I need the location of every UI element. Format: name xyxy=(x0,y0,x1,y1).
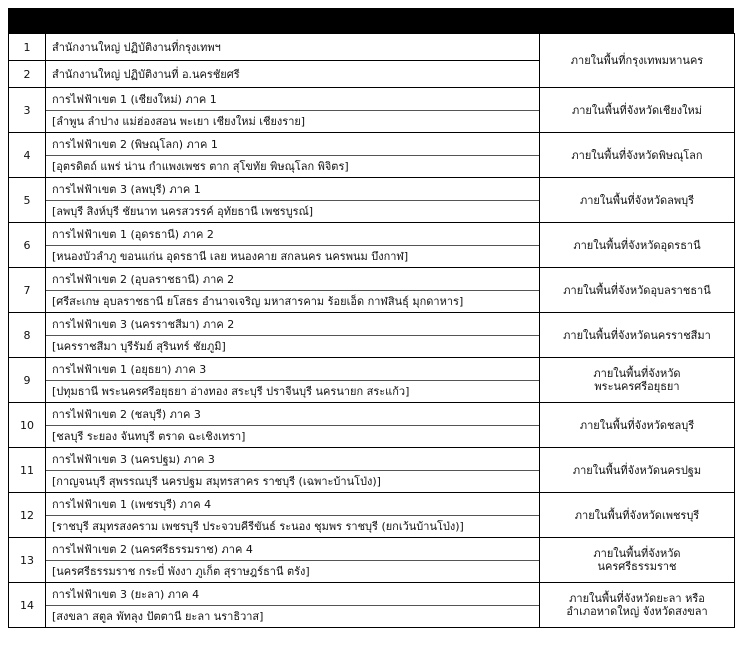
office-cell xyxy=(46,133,540,178)
office-cell xyxy=(46,583,540,628)
table-row xyxy=(9,133,735,178)
table-row xyxy=(9,268,735,313)
service-area: ภายในพื้นที่จังหวัดนครปฐม xyxy=(540,448,735,493)
office-area-table xyxy=(8,33,735,628)
office-name: การไฟฟ้าเขต 3 (นครราชสีมา) ภาค 2 xyxy=(46,314,539,336)
row-number: 13 xyxy=(9,538,46,583)
province-list: [กาญจนบุรี สุพรรณบุรี นครปฐม สมุทรสาคร ราชบุรี (เฉพาะบ้านโป่ง)] xyxy=(52,474,381,488)
office-name: การไฟฟ้าเขต 1 (เชียงใหม่) ภาค 1 xyxy=(46,89,539,111)
office-cell xyxy=(46,448,540,493)
service-area: ภายในพื้นที่จังหวัดยะลา หรือ อำเภอหาดใหญ่ จังหวัดสงขลา xyxy=(540,583,735,628)
province-list: [นครราชสีมา บุรีรัมย์ สุรินทร์ ชัยภูมิ] xyxy=(52,339,226,353)
row-number: 3 xyxy=(9,88,46,133)
province-list: [ราชบุรี สมุทรสงคราม เพชรบุรี ประจวบคีรีขันธ์ ระนอง ชุมพร ราชบุรี (ยกเว้นบ้านโป่ง)] xyxy=(52,519,464,533)
office-name: การไฟฟ้าเขต 1 (อยุธยา) ภาค 3 xyxy=(46,359,539,381)
service-area: ภายในพื้นที่จังหวัดลพบุรี xyxy=(540,178,735,223)
row-number: 11 xyxy=(9,448,46,493)
province-list: [ปทุมธานี พระนครศรีอยุธยา อ่างทอง สระบุรี ปราจีนบุรี นครนายก สระแก้ว] xyxy=(52,384,410,398)
office-cell xyxy=(46,493,540,538)
province-list: [ลพบุรี สิงห์บุรี ชัยนาท นครสวรรค์ อุทัยธานี เพชรบูรณ์] xyxy=(52,204,314,218)
table-row xyxy=(9,223,735,268)
office-cell xyxy=(46,358,540,403)
office-cell xyxy=(46,88,540,133)
table-header-bar xyxy=(8,8,734,33)
office-name: การไฟฟ้าเขต 2 (พิษณุโลก) ภาค 1 xyxy=(46,134,539,156)
table-row xyxy=(9,448,735,493)
row-number: 5 xyxy=(9,178,46,223)
table-row xyxy=(9,178,735,223)
table-row xyxy=(9,313,735,358)
office-name: การไฟฟ้าเขต 1 (เพชรบุรี) ภาค 4 xyxy=(46,494,539,516)
province-list: [ชลบุรี ระยอง จันทบุรี ตราด ฉะเชิงเทรา] xyxy=(52,429,246,443)
table-row xyxy=(9,493,735,538)
service-area: ภายในพื้นที่จังหวัดเพชรบุรี xyxy=(540,493,735,538)
row-number: 2 xyxy=(9,61,46,88)
office-cell xyxy=(46,61,540,88)
service-area: ภายในพื้นที่จังหวัดอุดรธานี xyxy=(540,223,735,268)
row-number: 8 xyxy=(9,313,46,358)
province-list: [ศรีสะเกษ อุบลราชธานี ยโสธร อำนาจเจริญ มหาสารคาม ร้อยเอ็ด กาฬสินธุ์ มุกดาหาร] xyxy=(52,294,464,308)
row-number: 10 xyxy=(9,403,46,448)
office-name: การไฟฟ้าเขต 3 (นครปฐม) ภาค 3 xyxy=(46,449,539,471)
row-number: 12 xyxy=(9,493,46,538)
row-number: 9 xyxy=(9,358,46,403)
table-row xyxy=(9,538,735,583)
province-list: [อุตรดิตถ์ แพร่ น่าน กำแพงเพชร ตาก สุโขทัย พิษณุโลก พิจิตร] xyxy=(52,159,349,173)
row-number: 14 xyxy=(9,583,46,628)
office-name: การไฟฟ้าเขต 3 (ลพบุรี) ภาค 1 xyxy=(46,179,539,201)
province-list: [ลำพูน ลำปาง แม่ฮ่องสอน พะเยา เชียงใหม่ เชียงราย] xyxy=(52,114,306,128)
province-list: [นครศรีธรรมราช กระบี่ พังงา ภูเก็ต สุราษฎร์ธานี ตรัง] xyxy=(52,564,310,578)
service-area: ภายในพื้นที่จังหวัด พระนครศรีอยุธยา xyxy=(540,358,735,403)
office-cell xyxy=(46,403,540,448)
office-cell xyxy=(46,313,540,358)
office-cell xyxy=(46,268,540,313)
row-number: 7 xyxy=(9,268,46,313)
service-area: ภายในพื้นที่จังหวัดเชียงใหม่ xyxy=(540,88,735,133)
office-cell xyxy=(46,34,540,61)
row-number: 6 xyxy=(9,223,46,268)
province-list: [หนองบัวลำภู ขอนแก่น อุดรธานี เลย หนองคาย สกลนคร นครพนม บึงกาฬ] xyxy=(52,249,409,263)
table-row xyxy=(9,403,735,448)
office-name: การไฟฟ้าเขต 2 (ชลบุรี) ภาค 3 xyxy=(46,404,539,426)
office-name: การไฟฟ้าเขต 1 (อุดรธานี) ภาค 2 xyxy=(46,224,539,246)
service-area: ภายในพื้นที่จังหวัด นครศรีธรรมราช xyxy=(540,538,735,583)
service-area: ภายในพื้นที่กรุงเทพมหานคร xyxy=(540,34,735,88)
province-list: [สงขลา สตูล พัทลุง ปัตตานี ยะลา นราธิวาส] xyxy=(52,609,264,623)
office-name: สำนักงานใหญ่ ปฏิบัติงานที่ อ.นครชัยศรี xyxy=(52,67,240,81)
table-row xyxy=(9,358,735,403)
office-name: การไฟฟ้าเขต 2 (อุบลราชธานี) ภาค 2 xyxy=(46,269,539,291)
service-area: ภายในพื้นที่จังหวัดพิษณุโลก xyxy=(540,133,735,178)
office-cell xyxy=(46,223,540,268)
row-number: 4 xyxy=(9,133,46,178)
row-number: 1 xyxy=(9,34,46,61)
service-area: ภายในพื้นที่จังหวัดนครราชสีมา xyxy=(540,313,735,358)
office-name: การไฟฟ้าเขต 2 (นครศรีธรรมราช) ภาค 4 xyxy=(46,539,539,561)
office-name: การไฟฟ้าเขต 3 (ยะลา) ภาค 4 xyxy=(46,584,539,606)
service-area: ภายในพื้นที่จังหวัดชลบุรี xyxy=(540,403,735,448)
office-name: สำนักงานใหญ่ ปฏิบัติงานที่กรุงเทพฯ xyxy=(52,40,221,54)
office-cell xyxy=(46,538,540,583)
service-area: ภายในพื้นที่จังหวัดอุบลราชธานี xyxy=(540,268,735,313)
office-cell xyxy=(46,178,540,223)
table-row xyxy=(9,88,735,133)
table-row xyxy=(9,583,735,628)
table-row xyxy=(9,34,735,61)
